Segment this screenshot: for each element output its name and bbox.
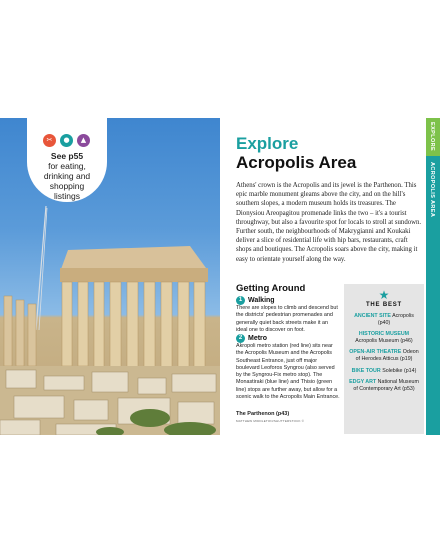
drink-icon: ●	[60, 134, 73, 147]
best-item-key: OPEN-AIR THEATRE	[349, 349, 402, 356]
best-item	[348, 379, 420, 392]
intro-paragraph: Athens' crown is the Acropolis and its jewel is the Parthenon. This epic marble monument gleams above the city, and on the hill's southern slopes, a modern museum holds its treasures. The Dionysiou Areopagitou promenade links the two – it's a tourist throughway, but also a favourite spot for locals to stroll at sundown. Further south, the neighbourhoods of Makrygianni and Koukaki deliver a slice of residential life with hip bars, restaurants, craft shops and boutiques. The Acropolis soars above the city, making it easy to orientate yourself along the way.	[236, 182, 422, 263]
page-kicker: Explore	[236, 134, 299, 153]
metro-icon: 2	[236, 334, 245, 343]
photo-caption: The Parthenon (p43)	[236, 411, 290, 417]
parthenon-photo	[0, 118, 220, 435]
best-item	[348, 368, 420, 375]
callout-line: for eating,	[48, 161, 86, 171]
the-best-title: THE BEST	[365, 302, 403, 308]
best-item	[348, 331, 420, 344]
photo-credit: MATTHEW MIDDLETON/SHUTTERSTOCK ©	[236, 419, 305, 423]
walking-heading	[236, 296, 275, 305]
callout-page-ref: See p55	[50, 151, 84, 161]
page-title: Acropolis Area	[236, 153, 357, 172]
shop-icon: ▲	[77, 134, 90, 147]
best-item-key: ANCIENT SITE	[354, 313, 391, 319]
best-item-value: Acropolis Museum (p46)	[355, 337, 413, 344]
getting-around-heading: Getting Around	[236, 283, 306, 294]
best-item	[348, 313, 420, 326]
callout-text	[27, 151, 107, 201]
metro-title: Metro	[248, 335, 268, 342]
metro-text: Akropoli metro station (red line) sits near the Acropolis Museum and the Acropolis Southeast Entrance, just off major boulevard Leoforos Syngrou (also served by the Syngrou-Fix metro stop). The Monastiraki (blue line) and Thisio (green line) stops are further away, but allow for a scenic walk to the Acropolis Main Entrance.	[236, 343, 340, 401]
tab-area-label: ACROPOLIS AREA	[429, 162, 435, 218]
page-spread	[0, 118, 440, 458]
best-item-value: Odeon of Herodes Atticus (p19)	[355, 349, 419, 362]
walking-title: Walking	[248, 297, 275, 304]
tab-explore-label: EXPLORE	[429, 122, 435, 152]
eat-icon: ✂	[43, 134, 56, 147]
best-item-key: BIKE TOUR	[351, 367, 381, 374]
walking-icon: 1	[236, 296, 245, 305]
tab-area	[426, 156, 440, 458]
best-item-value: Acropolis (p40)	[377, 313, 414, 326]
callout-line: shopping	[49, 181, 85, 191]
listings-callout	[27, 118, 107, 202]
walking-text: There are slopes to climb and descend but the districts' pedestrian promenades and generally quiet back streets make it an ideal one to discover on foot.	[236, 305, 338, 333]
the-best-box	[344, 284, 424, 434]
best-item-value: National Museum of Contemporary Art (p53)	[353, 379, 419, 392]
best-item-key: EDGY ART	[349, 379, 377, 386]
tab-explore	[426, 118, 440, 156]
page-number: 37	[428, 452, 434, 458]
callout-line: listings	[54, 191, 80, 201]
best-item-value: Solebike (p14)	[382, 367, 417, 374]
callout-line: drinking and	[43, 171, 91, 181]
section-tab	[426, 118, 440, 458]
best-item-key: HISTORIC MUSEUM	[358, 331, 410, 338]
metro-heading	[236, 334, 267, 343]
star-icon: ★	[378, 288, 390, 302]
best-item	[348, 349, 420, 362]
right-page	[220, 118, 426, 435]
